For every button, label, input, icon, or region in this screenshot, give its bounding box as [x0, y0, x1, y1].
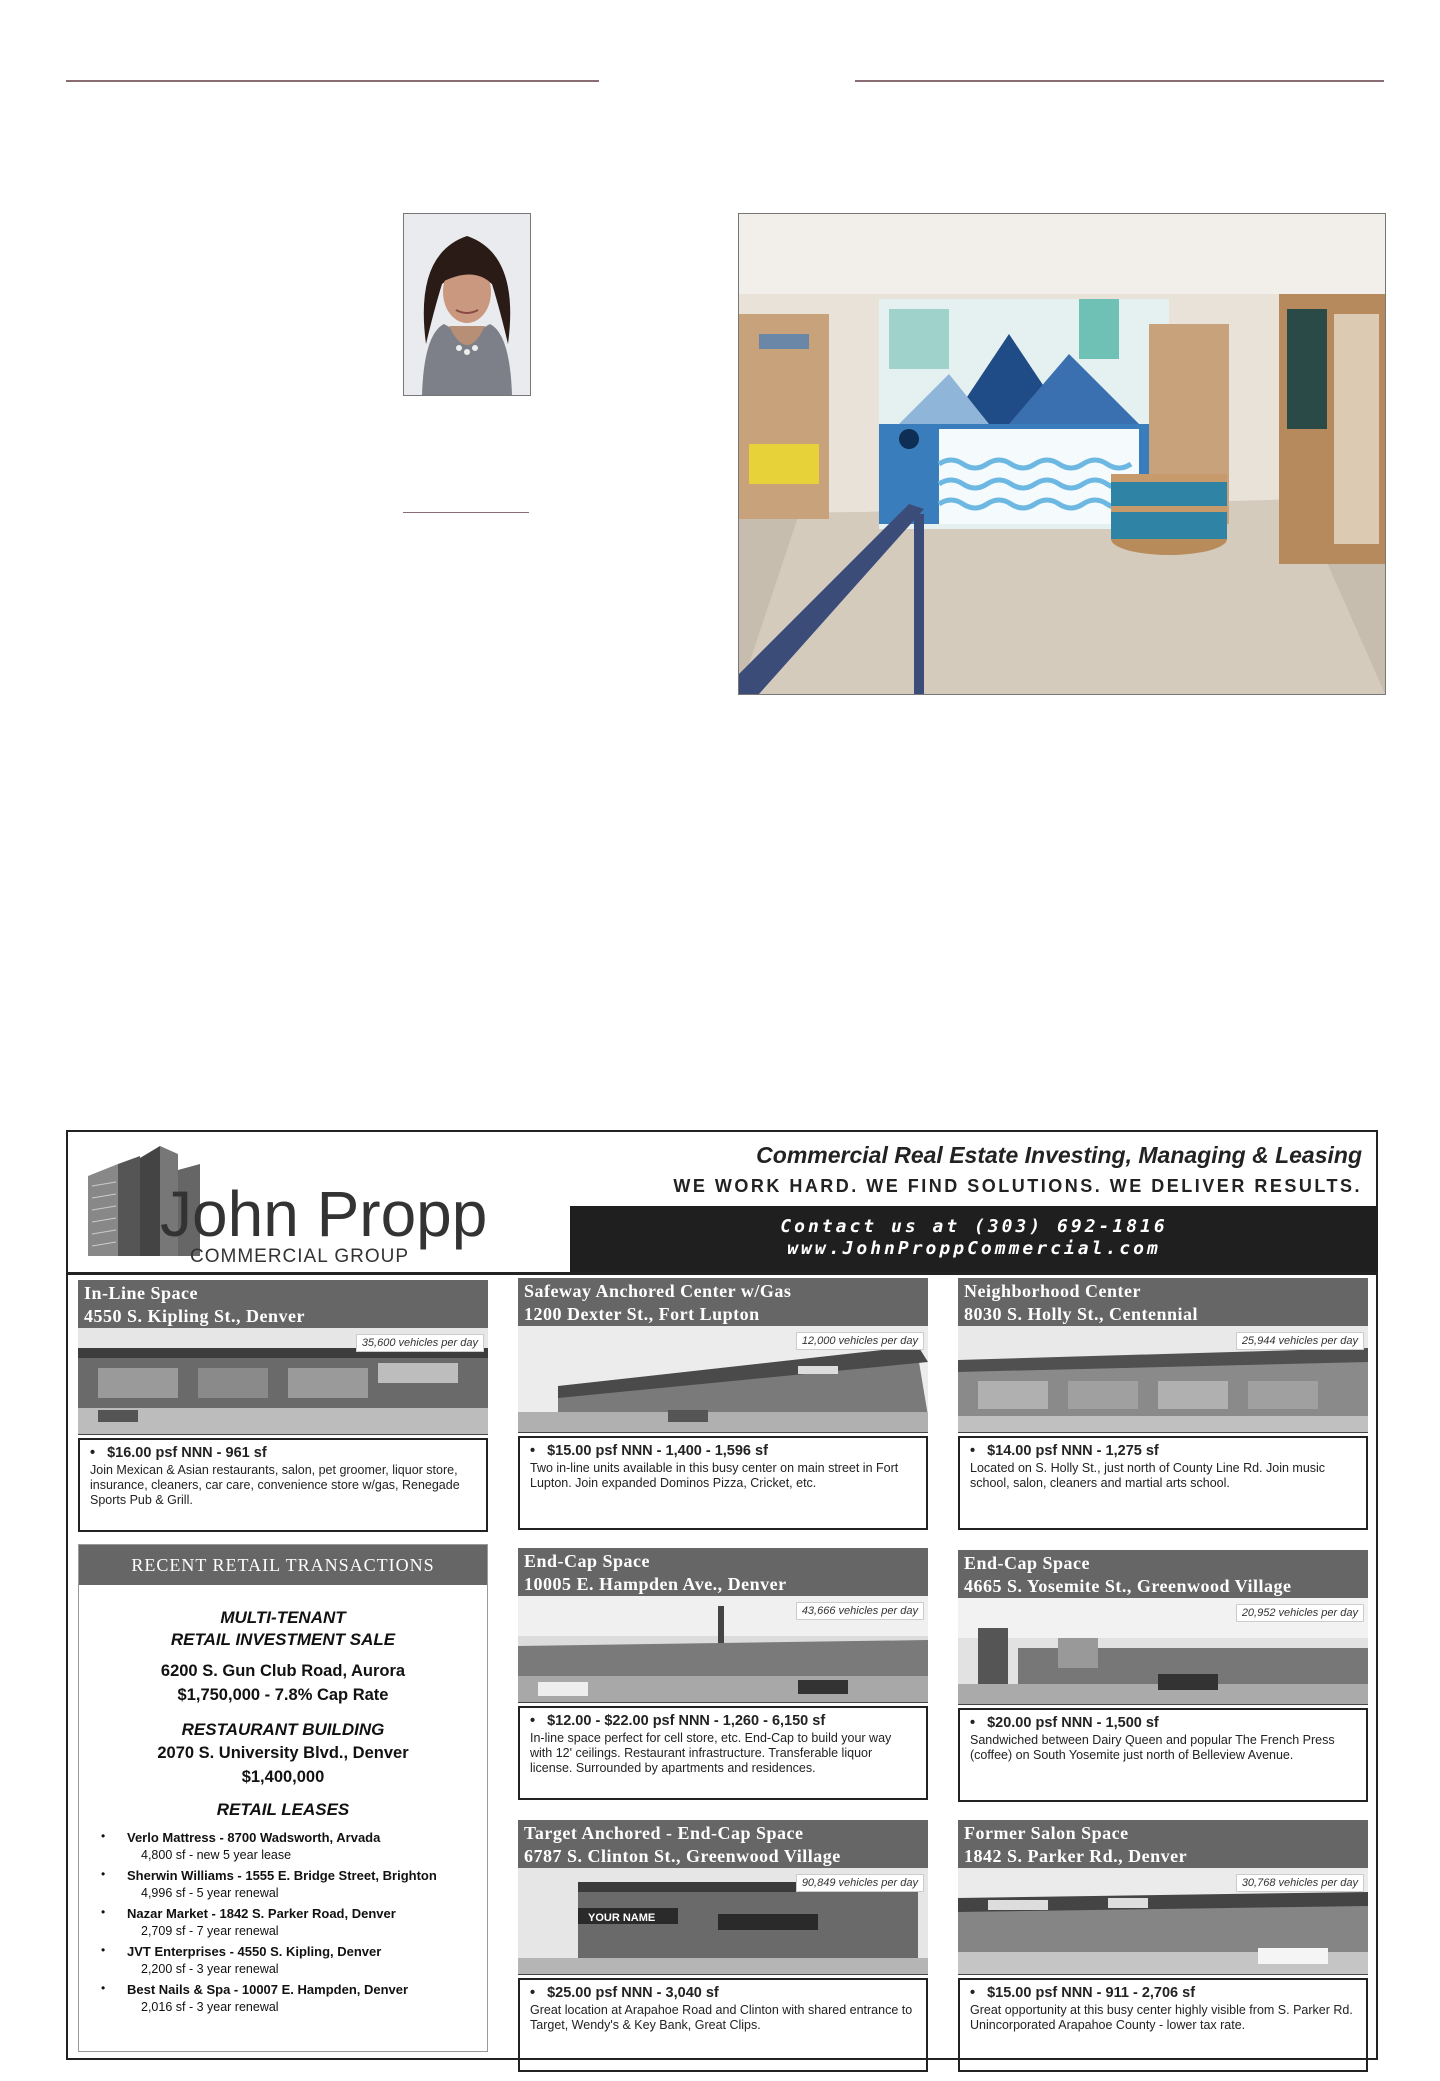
traffic-count: 20,952 vehicles per day: [1236, 1604, 1364, 1622]
listing-price: • $12.00 - $22.00 psf NNN - 1,260 - 6,150 sf: [530, 1714, 916, 1729]
listing-description: Great location at Arapahoe Road and Clinton with shared entrance to Target, Wendy's & Key Bank, Great Clips.: [530, 2003, 913, 2032]
svg-text:John Propp: John Propp: [160, 1178, 488, 1250]
svg-text:COMMERCIAL GROUP: COMMERCIAL GROUP: [190, 1246, 410, 1267]
traffic-count: 90,849 vehicles per day: [796, 1874, 924, 1892]
recent-transactions-panel: [78, 1544, 488, 2052]
john-propp-ad: [66, 1130, 1378, 2060]
listing-description: Sandwiched between Dairy Queen and popular The French Press (coffee) on South Yosemite just north of Belleview Avenue.: [970, 1733, 1335, 1762]
contact-website[interactable]: www.JohnProppCommercial.com: [787, 1238, 1161, 1259]
section-heading: RETAIL INVESTMENT SALE: [170, 1630, 396, 1649]
john-propp-logo: [78, 1136, 518, 1268]
library-interior-photo: [738, 213, 1386, 695]
ad-subtagline: WE WORK HARD. WE FIND SOLUTIONS. WE DELIVER RESULTS.: [673, 1176, 1362, 1196]
listing-description: Join Mexican & Asian restaurants, salon, pet groomer, liquor store, insurance, cleaners, car care, convenience store w/gas, Renegade Sports Pub & Grill.: [90, 1463, 460, 1507]
listing-photo: [518, 1868, 928, 1975]
listing-description: Two in-line units available in this busy center on main street in Fort Lupton. Join expanded Dominos Pizza, Cricket, etc.: [530, 1461, 899, 1490]
listing-title: In-Line Space 4550 S. Kipling St., Denver: [78, 1280, 488, 1328]
traffic-count: 25,944 vehicles per day: [1236, 1332, 1364, 1350]
top-rule-right: [855, 80, 1384, 82]
listing-price: • $16.00 psf NNN - 961 sf: [90, 1446, 476, 1461]
listing-details: [958, 1978, 1368, 2072]
listing-price: • $14.00 psf NNN - 1,275 sf: [970, 1444, 1356, 1459]
listing-title: End-Cap Space 10005 E. Hampden Ave., Denver: [518, 1548, 928, 1596]
listing-title: Former Salon Space 1842 S. Parker Rd., Denver: [958, 1820, 1368, 1868]
traffic-count: 35,600 vehicles per day: [356, 1334, 484, 1352]
listing-price: • $25.00 psf NNN - 3,040 sf: [530, 1986, 916, 2001]
list-item: • Best Nails & Spa - 10007 E. Hampden, Denver 2,016 sf - 3 year renewal: [93, 1981, 473, 2015]
listing-photo: [78, 1328, 488, 1435]
listing-description: Great opportunity at this busy center highly visible from S. Parker Rd. Unincorporated Arapahoe County - lower tax rate.: [970, 2003, 1353, 2032]
listing-details: [518, 1436, 928, 1530]
listing-title: Safeway Anchored Center w/Gas 1200 Dexter St., Fort Lupton: [518, 1278, 928, 1326]
portrait-caption-rule: [403, 512, 529, 513]
listing-card: [958, 1820, 1368, 2072]
traffic-count: 30,768 vehicles per day: [1236, 1874, 1364, 1892]
lease-list: [93, 1829, 473, 2015]
traffic-count: 43,666 vehicles per day: [796, 1602, 924, 1620]
listing-title: End-Cap Space 4665 S. Yosemite St., Greenwood Village: [958, 1550, 1368, 1598]
sale-address: 6200 S. Gun Club Road, Aurora: [160, 1662, 406, 1680]
listing-details: [958, 1436, 1368, 1530]
listing-photo: [518, 1596, 928, 1703]
listing-card: [78, 1280, 488, 1532]
listing-title: Neighborhood Center 8030 S. Holly St., Centennial: [958, 1278, 1368, 1326]
listing-details: [78, 1438, 488, 1532]
your-name-sign: YOUR NAME: [588, 1912, 656, 1924]
listing-price: • $15.00 psf NNN - 1,400 - 1,596 sf: [530, 1444, 916, 1459]
listing-photo: [958, 1326, 1368, 1433]
listing-details: [518, 1706, 928, 1800]
sale-price: $1,750,000 - 7.8% Cap Rate: [177, 1686, 389, 1704]
listing-card: [518, 1820, 928, 2072]
recent-transactions-header: RECENT RETAIL TRANSACTIONS: [79, 1545, 487, 1585]
sale-address: 2070 S. University Blvd., Denver: [157, 1744, 409, 1762]
listing-card: [958, 1278, 1368, 1530]
listing-title: Target Anchored - End-Cap Space 6787 S. Clinton St., Greenwood Village: [518, 1820, 928, 1868]
listing-card: [518, 1278, 928, 1530]
section-heading: RETAIL LEASES: [216, 1800, 350, 1819]
listing-details: [518, 1978, 928, 2072]
listing-photo: [958, 1868, 1368, 1975]
listing-price: • $15.00 psf NNN - 911 - 2,706 sf: [970, 1986, 1356, 2001]
section-heading: MULTI-TENANT: [220, 1608, 346, 1627]
list-item: • JVT Enterprises - 4550 S. Kipling, Denver 2,200 sf - 3 year renewal: [93, 1943, 473, 1977]
listing-description: In-line space perfect for cell store, etc. End-Cap to build your way with 12' ceilings. Restaurant infrastructure. Transferable liquor license. Surrounded by apartments and residences.: [530, 1731, 892, 1775]
top-rule-left: [66, 80, 599, 82]
listing-price: • $20.00 psf NNN - 1,500 sf: [970, 1716, 1356, 1731]
ad-tagline: Commercial Real Estate Investing, Managing & Leasing: [756, 1142, 1362, 1168]
listing-description: Located on S. Holly St., just north of County Line Rd. Join music school, salon, cleaners and martial arts school.: [970, 1461, 1326, 1490]
portrait-photo: [403, 213, 531, 396]
section-heading: RESTAURANT BUILDING: [181, 1720, 385, 1739]
list-item: • Verlo Mattress - 8700 Wadsworth, Arvada 4,800 sf - new 5 year lease: [93, 1829, 473, 1863]
contact-bar: [570, 1206, 1378, 1272]
listing-card: [958, 1550, 1368, 1802]
traffic-count: 12,000 vehicles per day: [796, 1332, 924, 1350]
ad-header: [68, 1132, 1376, 1275]
listing-photo: [958, 1598, 1368, 1705]
sale-price: $1,400,000: [241, 1768, 325, 1786]
listing-details: [958, 1708, 1368, 1802]
list-item: • Nazar Market - 1842 S. Parker Road, Denver 2,709 sf - 7 year renewal: [93, 1905, 473, 1939]
contact-phone: Contact us at (303) 692-1816: [780, 1216, 1168, 1237]
list-item: • Sherwin Williams - 1555 E. Bridge Street, Brighton 4,996 sf - 5 year renewal: [93, 1867, 473, 1901]
listing-photo: [518, 1326, 928, 1433]
listing-card: [518, 1548, 928, 1800]
